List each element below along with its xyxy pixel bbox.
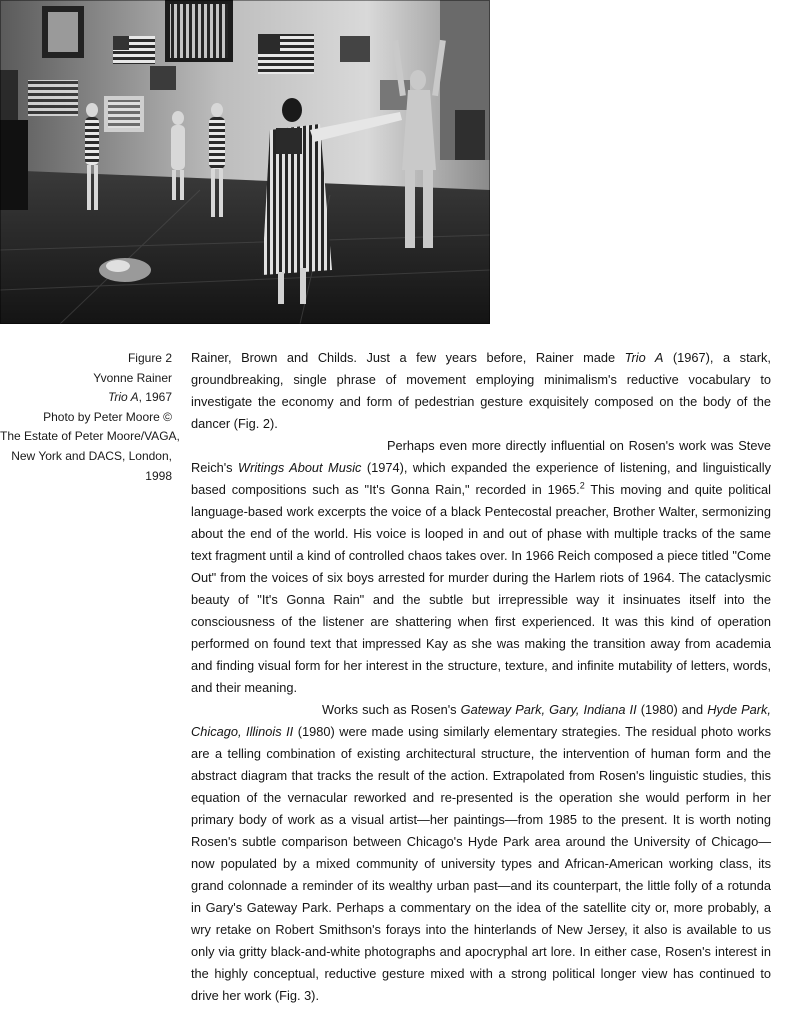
footnote-reference: 2 [579,480,585,491]
caption-work-title: Trio A [107,390,139,405]
paragraph-3 [191,699,771,1007]
article-body [191,347,771,1007]
paragraph-1 [191,347,771,435]
caption-work [0,388,172,408]
caption-credit-line-1: Photo by Peter Moore © [43,409,172,424]
paragraph-3-text-c: (1980) were made using similarly elementary strategies. The residual photo works are a telling combination of existing architectural structure, the intervention of human form and the abstract diagram that tracks the result of the action. Extrapolated from Rosen's linguistic studies, this equation of the vernacular reworked and re-presented is the operation she would perform in her primary body of work as a visual artist—her paintings—from 1985 to the present. It is worth noting Rosen's subtle comparison between Chicago's Hyde Park area around the University of Chicago—now populated by a mixed community of university types and African-American working class, its grand colonnade a reminder of its wealthy urban past—and its counterpart, the little folly of a rotunda in Gary's Gateway Park. Perhaps a commentary on the idea of the satellite city or, more probably, a wry retake on Robert Smithson's forays into the hinterlands of New Jersey, it also is available to us only via gritty black-and-white photographs and apocryphal art lore. In either case, Rosen's interest in the highly conceptual, reductive gesture mixed with a strong political longer view has continued to drive her work (Fig. 3). [191,724,771,1003]
paragraph-2-text-a: Perhaps even more directly influential on Rosen's work was Steve Reich's [191,438,771,475]
caption-credit-line-3: New York and DACS, London, [11,448,172,463]
paragraph-2 [191,435,771,699]
paragraph-1-text-b: (1967), a stark, groundbreaking, single phrase of movement employing minimalism's reductive vocabulary to investigate the economy and form of pedestrian gesture exquisitely composed on the body of the dancer (Fig. 2). [191,350,771,431]
paragraph-1-italic-title: Trio A [624,350,664,365]
rehearsal-photo [0,0,490,324]
paragraph-3-text-b: (1980) and [636,702,708,717]
caption-artist: Yvonne Rainer [93,370,172,385]
paragraph-1-text-a: Rainer, Brown and Childs. Just a few years before, Rainer made [191,350,625,365]
paragraph-2-italic-title: Writings About Music [238,460,362,475]
figure-caption [0,349,180,486]
rehearsal-photo-figure-2-icon [0,0,490,324]
caption-figure-number: Figure 2 [127,351,172,365]
paragraph-3-italic-title-2: Hyde Park, Chicago, Illinois II [191,702,771,739]
paragraph-2-text-c: This moving and quite political language-based work excerpts the voice of a black Pentecostal preacher, Brother Walter, sermonizing about the end of the world. His voice is looped in and out of phase with multiple tracks of the same text fragment until a kind of controlled chaos takes over. In 1966 Reich composed a piece titled "Come Out" from the voices of six boys arrested for murder during the Harlem riots of 1964. The cataclysmic beauty of "It's Gonna Rain" and the subtle but irrepressible way it insinuates itself into the consciousness of the listener are shattering when first experienced. It was this kind of operation performed on found text that impressed Kay as she was making the transition away from academia and finding visual form for her interest in the structure, texture, and infinite mutability of letters, words, and their meaning. [191,482,771,695]
caption-credit-line-2: The Estate of Peter Moore/VAGA, [0,429,180,444]
caption-work-year: , 1967 [138,390,172,405]
paragraph-3-text-a: Works such as Rosen's [322,702,461,717]
paragraph-3-italic-title-1: Gateway Park, Gary, Indiana II [460,702,637,717]
paragraph-2-text-b: (1974), which expanded the experience of listening, and linguistically based compositions such as "It's Gonna Rain," recorded in 1965. [191,460,771,497]
caption-credit-line-4: 1998 [145,468,172,483]
